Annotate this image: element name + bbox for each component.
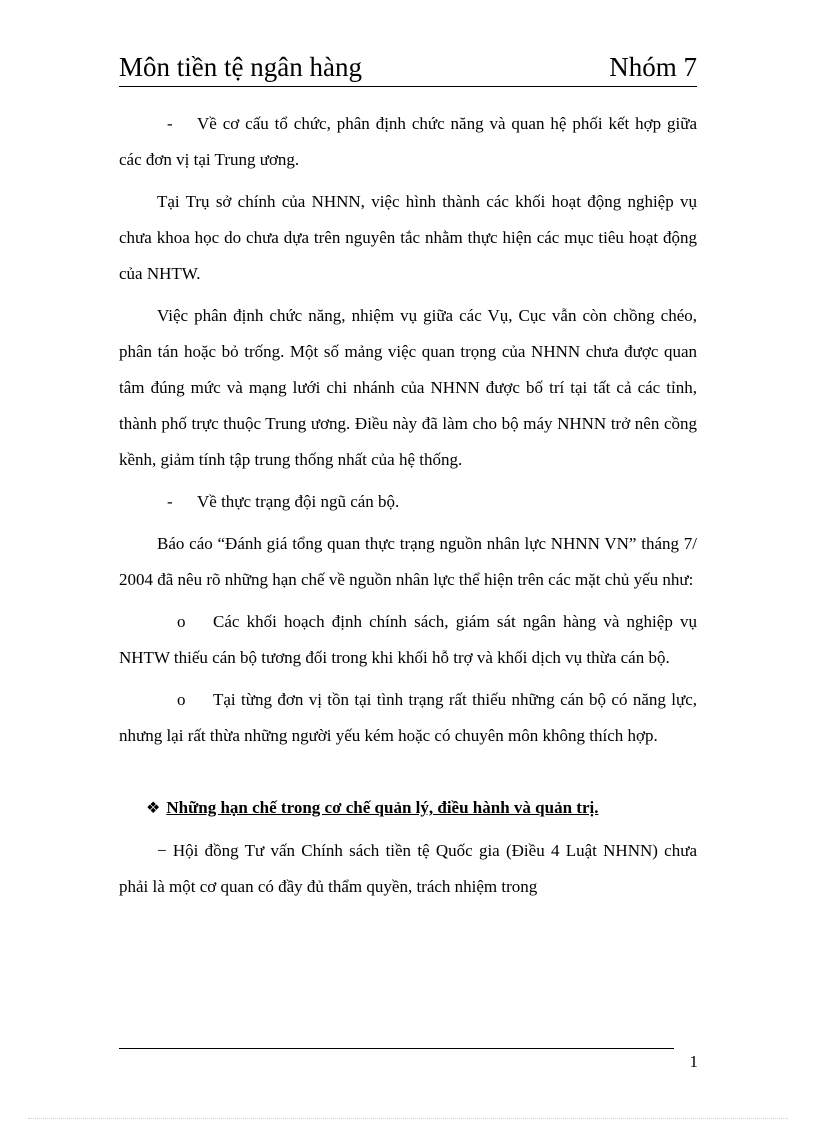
circle-bullet-icon: o: [177, 612, 186, 631]
bullet-item: [119, 682, 697, 754]
paragraph-text: Báo cáo “Đánh giá tổng quan thực trạng nguồn nhân lực NHNN VN” tháng 7/ 2004 đã nêu rõ những hạn chế về nguồn nhân lực thể hiện trên các mặt chủ yếu như:: [119, 534, 697, 589]
page-boundary: [28, 1118, 788, 1119]
header-title: Môn tiền tệ ngân hàng: [119, 52, 362, 82]
dash-item-staff: [119, 484, 697, 520]
document-body: [119, 106, 697, 905]
paragraph: [119, 298, 697, 478]
paragraph-text: Tại Trụ sở chính của NHNN, việc hình thành các khối hoạt động nghiệp vụ chưa khoa học do chưa dựa trên nguyên tắc nhằm thực hiện các mục tiêu hoạt động của NHTW.: [119, 192, 697, 283]
paragraph-text: − Hội đồng Tư vấn Chính sách tiền tệ Quốc gia (Điều 4 Luật NHNN) chưa phải là một cơ quan có đầy đủ thẩm quyền, trách nhiệm trong: [119, 841, 697, 896]
diamond-bullet-icon: ❖: [146, 800, 161, 817]
page-number: 1: [689, 1052, 698, 1071]
footer-rule: [119, 1048, 674, 1049]
bullet-text: Các khối hoạch định chính sách, giám sát ngân hàng và nghiệp vụ NHTW thiếu cán bộ tương đối trong khi khối hỗ trợ và khối dịch vụ thừa cán bộ.: [119, 612, 697, 667]
paragraph-text: Việc phân định chức năng, nhiệm vụ giữa các Vụ, Cục vẫn còn chồng chéo, phân tán hoặc bỏ trống. Một số mảng việc quan trọng của NHNN chưa được quan tâm đúng mức và mạng lưới chi nhánh của NHNN được bố trí tại tất cả các tỉnh, thành phố trực thuộc Trung ương. Điều này đã làm cho bộ máy NHNN trở nên cồng kềnh, giảm tính tập trung thống nhất của hệ thống.: [119, 306, 697, 469]
dash-item-structure: [119, 106, 697, 178]
dash-marker: -: [167, 114, 173, 133]
section-heading: [119, 790, 697, 827]
paragraph: [119, 184, 697, 292]
bullet-text: Tại từng đơn vị tồn tại tình trạng rất thiếu những cán bộ có năng lực, nhưng lại rất thừa những người yếu kém hoặc có chuyên môn không thích hợp.: [119, 690, 697, 745]
page-header: [119, 50, 697, 84]
bullet-item: [119, 604, 697, 676]
circle-bullet-icon: o: [177, 690, 186, 709]
header-group: Nhóm 7: [609, 52, 697, 82]
header-rule: [119, 86, 697, 87]
paragraph: [119, 833, 697, 905]
dash-text: Về cơ cấu tổ chức, phân định chức năng và quan hệ phối kết hợp giữa các đơn vị tại Trung ương.: [119, 114, 697, 169]
dash-marker: -: [167, 492, 173, 511]
paragraph: [119, 526, 697, 598]
dash-text: Về thực trạng đội ngũ cán bộ.: [197, 492, 400, 511]
heading-text: Những hạn chế trong cơ chế quản lý, điều hành và quản trị.: [166, 798, 599, 817]
